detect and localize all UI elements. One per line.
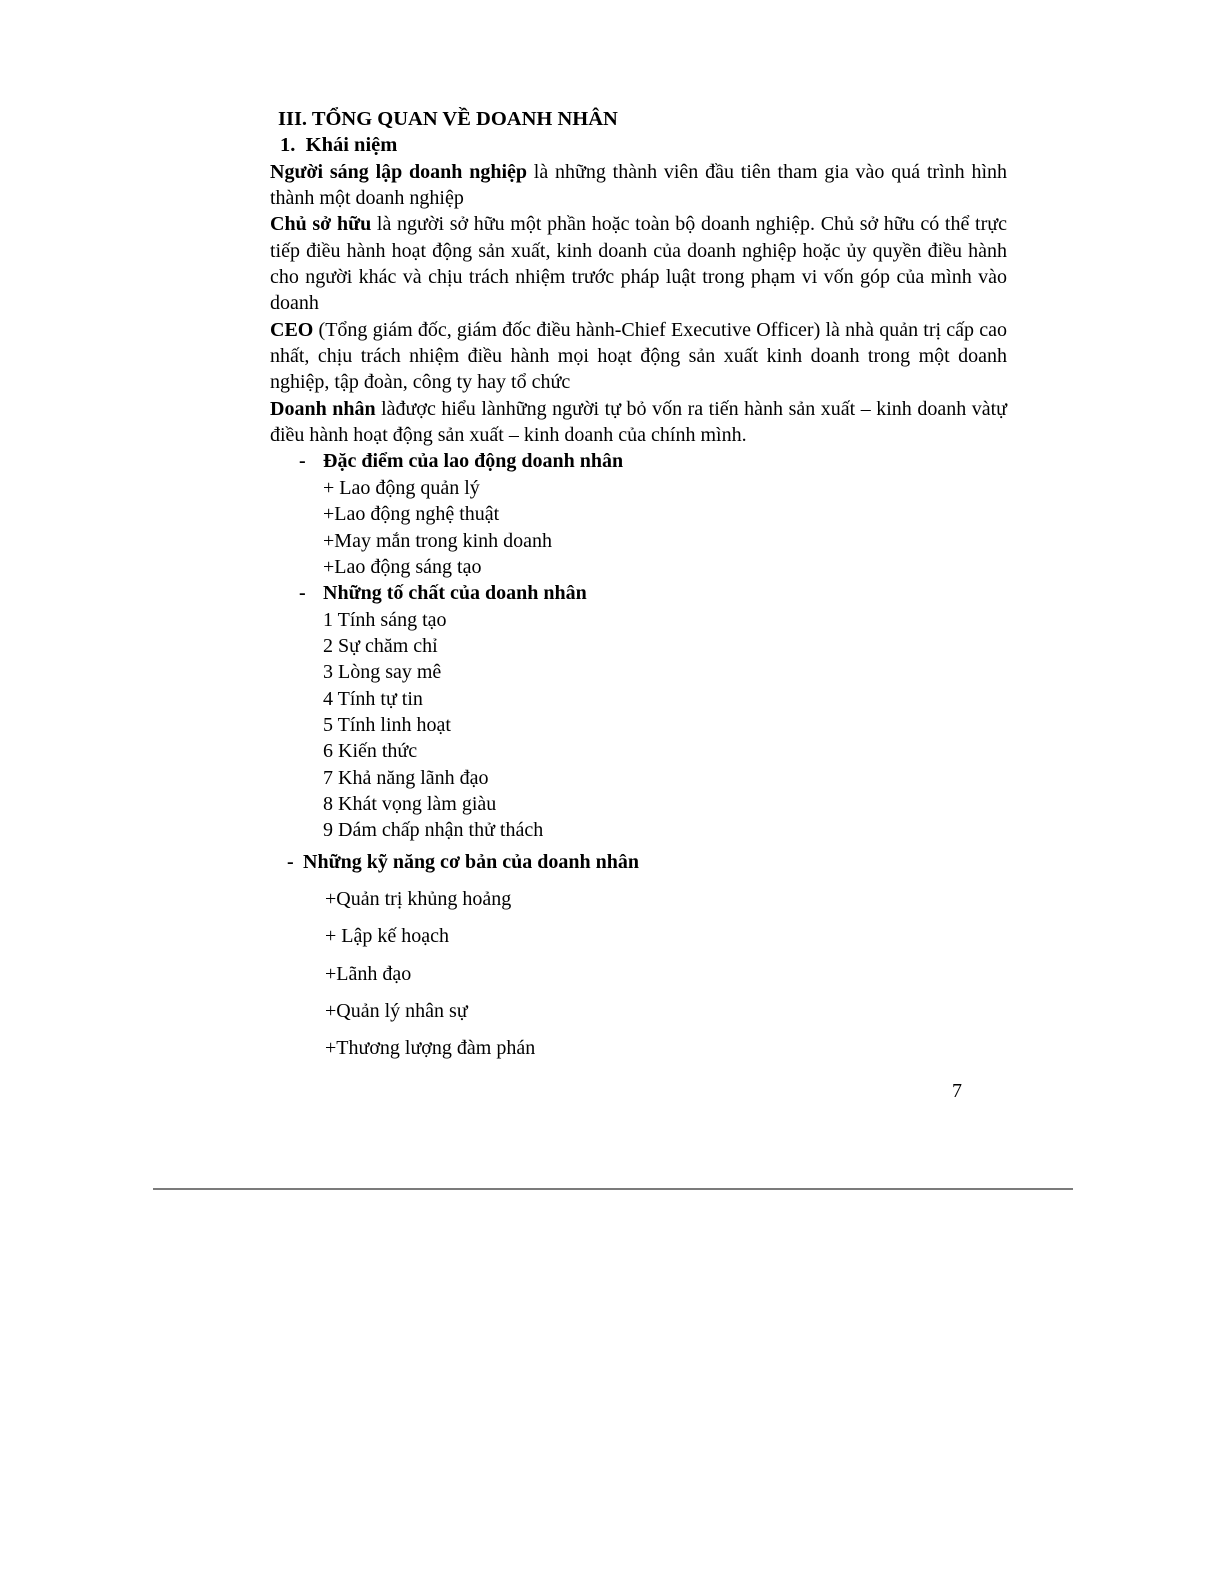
paragraph-ceo	[270, 317, 1007, 396]
paragraph-owner-text: là người sở hữu một phần hoặc toàn bộ doanh nghiệp. Chủ sở hữu có thể trực tiếp điều hành hoạt động sản xuất, kinh doanh của doanh nghiệp hoặc ủy quyền điều hành cho người khác và chịu trách nhiệm trước pháp luật trong phạm vi vốn góp của mình vào doanh	[270, 213, 1007, 315]
term-ceo: CEO	[270, 318, 314, 341]
term-doanh-nhan: Doanh nhân	[270, 397, 376, 420]
list-item-su-cham-chi: 2 Sự chăm chỉ	[323, 634, 438, 657]
bullet-label-to-chat: Những tố chất của doanh nhân	[323, 582, 587, 605]
list-item-kha-nang-lanh-dao: 7 Khả năng lãnh đạo	[323, 766, 489, 789]
term-founder: Người sáng lập doanh nghiệp	[270, 160, 527, 183]
list-item-may-man: +May mắn trong kinh doanh	[323, 529, 553, 552]
paragraph-doanh-nhan	[270, 396, 1007, 449]
list-item-tinh-sang-tao: 1 Tính sáng tạo	[323, 608, 447, 631]
list-item-lao-dong-sang-tao: +Lao động sáng tạo	[323, 555, 482, 578]
list-item-long-say-me: 3 Lòng say mê	[323, 661, 442, 684]
paragraph-owner	[270, 211, 1007, 316]
list-item-lanh-dao: +Lãnh đạo	[325, 962, 412, 985]
list-item-dam-chap-nhan: 9 Dám chấp nhận thử thách	[323, 819, 544, 842]
list-item-thuong-luong-dam-phan: +Thương lượng đàm phán	[325, 1037, 536, 1060]
list-item-lao-dong-quan-ly: + Lao động quản lý	[323, 476, 480, 499]
footer-divider-line	[153, 1188, 1073, 1190]
list-item-tinh-tu-tin: 4 Tính tự tin	[323, 687, 423, 710]
bullet-header-to-chat	[299, 580, 1007, 606]
section-heading: III. TỔNG QUAN VỀ DOANH NHÂN	[278, 108, 618, 130]
dash-bullet-icon: -	[287, 850, 294, 873]
list-item-khat-vong-lam-giau: 8 Khát vọng làm giàu	[323, 792, 497, 815]
dash-bullet-icon: -	[299, 450, 306, 473]
list-item-lao-dong-nghe-thuat: +Lao động nghệ thuật	[323, 503, 500, 526]
list-item-kien-thuc: 6 Kiến thức	[323, 740, 418, 763]
paragraph-founder-text: là những thành viên đầu tiên tham gia vào quá trình hình thành một doanh nghiệp	[270, 160, 1007, 210]
bullet-header-ky-nang	[287, 849, 1007, 875]
bullet-label-ky-nang: Những kỹ năng cơ bản của doanh nhân	[303, 850, 639, 873]
paragraph-ceo-text: (Tổng giám đốc, giám đốc điều hành-Chief Executive Officer) là nhà quản trị cấp cao nhất, chịu trách nhiệm điều hành mọi hoạt động sản xuất kinh doanh trong một doanh nghiệp, tập đoàn, công ty hay tổ chức	[270, 318, 1007, 394]
bullet-label-dac-diem: Đặc điểm của lao động doanh nhân	[323, 450, 624, 473]
list-item-tinh-linh-hoat: 5 Tính linh hoạt	[323, 713, 451, 736]
paragraph-founder	[270, 159, 1007, 212]
bullet-header-dac-diem	[299, 448, 1007, 474]
paragraph-doanh-nhan-text: làđược hiểu lànhững người tự bỏ vốn ra tiến hành sản xuất – kinh doanh vàtự điều hành hoạt động sản xuất – kinh doanh của chính mình.	[270, 397, 1007, 447]
list-item-quan-tri-khung-hoang: +Quản trị khủng hoảng	[325, 887, 512, 910]
subsection-heading: 1. Khái niệm	[280, 134, 398, 157]
document-content	[270, 106, 1007, 1062]
dash-bullet-icon: -	[299, 582, 306, 605]
term-owner: Chủ sở hữu	[270, 213, 372, 236]
list-item-lap-ke-hoach: + Lập kế hoạch	[325, 925, 450, 948]
list-item-quan-ly-nhan-su: +Quản lý nhân sự	[325, 1000, 468, 1022]
page-number: 7	[952, 1080, 962, 1102]
